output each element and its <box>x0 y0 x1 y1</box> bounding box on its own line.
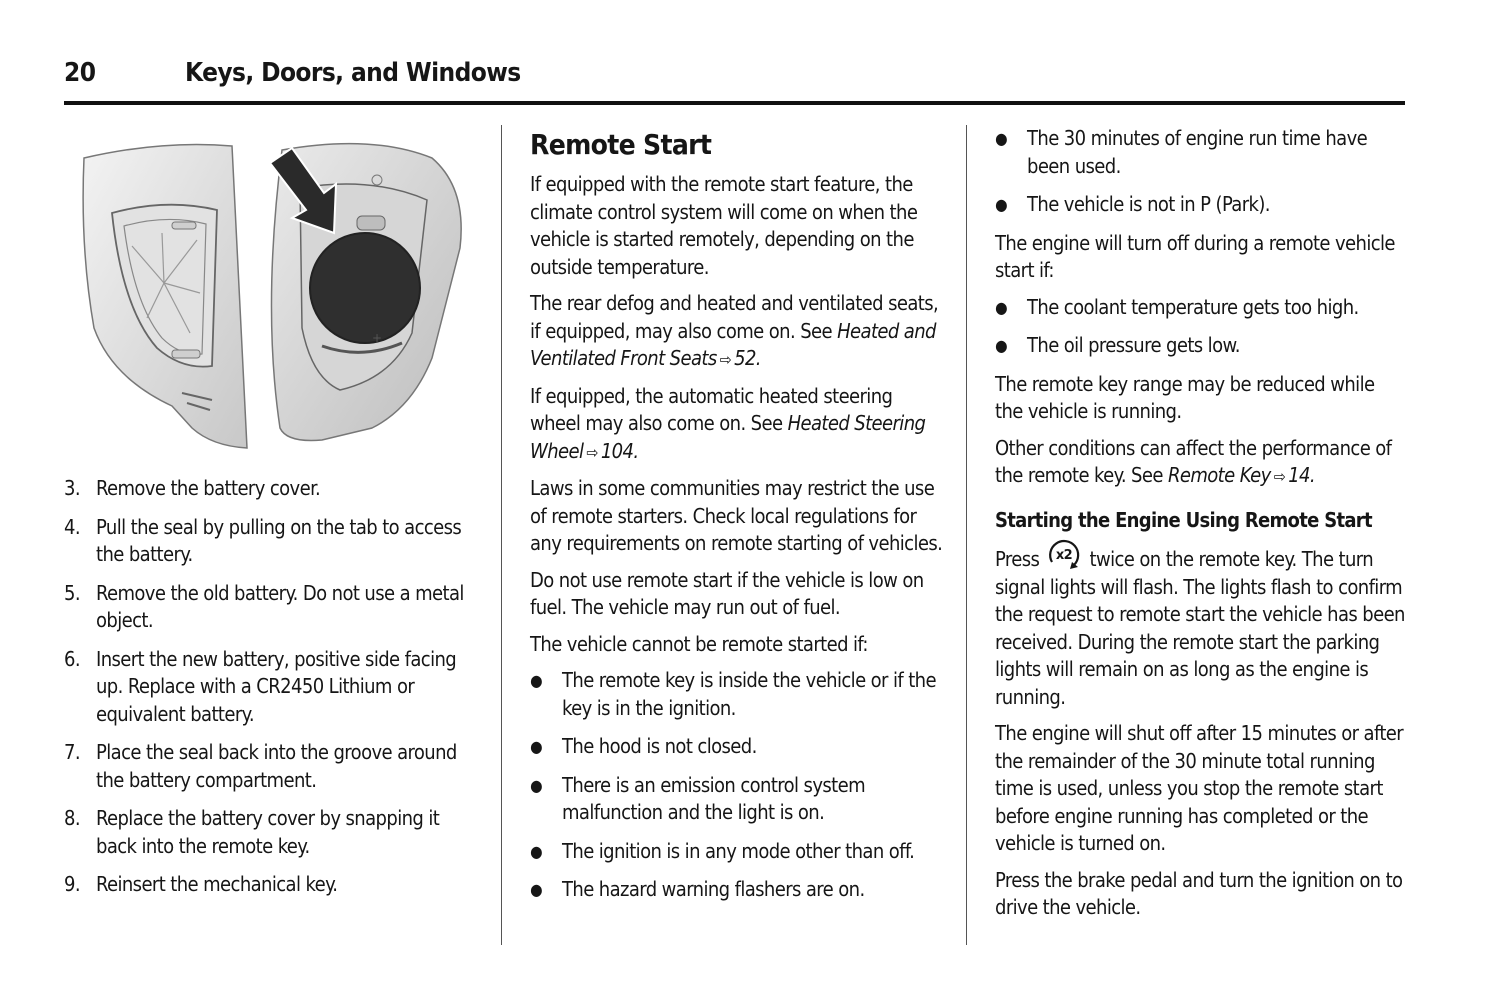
battery-steps-list <box>64 475 484 899</box>
list-item: ● The hood is not closed. <box>530 733 945 761</box>
header-rule <box>64 101 1405 105</box>
list-item: ● The ignition is in any mode other than off. <box>530 838 945 866</box>
more-conditions-list <box>995 125 1405 219</box>
paragraph: The vehicle cannot be remote started if: <box>530 631 868 656</box>
bullet-icon: ● <box>530 880 542 899</box>
step-number: 6. <box>64 646 80 671</box>
step-text: Place the seal back into the groove around the battery compartment. <box>96 740 457 792</box>
page-reference[interactable]: 52. <box>734 346 761 370</box>
list-item: ● The remote key is inside the vehicle or if the key is in the ignition. <box>530 667 945 722</box>
page-ref-arrow-icon: ⇨ <box>719 350 732 369</box>
paragraph: Do not use remote start if the vehicle is low on fuel. The vehicle may run out of fuel. <box>530 567 924 619</box>
paragraph: If equipped, the automatic heated steering wheel may also come on. See Heated Steering Wheel ⇨ 104. <box>530 383 945 467</box>
starting-engine-subheading: Starting the Engine Using Remote Start <box>995 507 1372 532</box>
step-number: 7. <box>64 740 80 764</box>
remote-start-heading: Remote Start <box>530 128 712 161</box>
step-text: Remove the old battery. Do not use a metal object. <box>96 580 464 632</box>
list-item <box>64 514 484 569</box>
list-item: ● The hazard warning flashers are on. <box>530 876 945 904</box>
cross-reference-link[interactable]: Heated and Ventilated Front Seats <box>530 318 936 370</box>
list-item: ● The vehicle is not in P (Park). <box>995 191 1405 219</box>
cross-reference-link[interactable]: Remote Key <box>1167 463 1271 487</box>
page-reference[interactable]: 14. <box>1288 463 1315 487</box>
svg-text:+: + <box>372 331 383 345</box>
bullet-icon: ● <box>530 671 542 690</box>
step-text: Insert the new battery, positive side facing up. Replace with a CR2450 Lithium or equivalent battery. <box>96 646 457 726</box>
list-item <box>64 580 484 635</box>
section-title: Keys, Doors, and Windows <box>185 58 521 88</box>
bullet-icon: ● <box>995 129 1007 148</box>
x2-icon-label: x2 <box>1056 548 1073 563</box>
paragraph: The remote key range may be reduced while the vehicle is running. <box>995 371 1375 423</box>
page-ref-arrow-icon: ⇨ <box>586 442 598 462</box>
step-text: Reinsert the mechanical key. <box>96 872 338 896</box>
list-item <box>64 871 484 899</box>
list-item <box>64 646 484 729</box>
step-number: 4. <box>64 514 80 539</box>
paragraph: If equipped with the remote start feature, the climate control system will come on when the vehicle is started remotely, depending on the outside temperature. <box>530 172 918 279</box>
column-divider-left <box>501 125 502 945</box>
step-number: 9. <box>64 872 80 896</box>
list-item <box>64 805 484 860</box>
list-item: ● There is an emission control system malfunction and the light is on. <box>530 772 945 827</box>
list-item: ● The oil pressure gets low. <box>995 332 1405 360</box>
step-number: 3. <box>64 476 80 500</box>
step-text: Pull the seal by pulling on the tab to access the battery. <box>96 514 462 566</box>
page-number: 20 <box>64 58 96 88</box>
list-item <box>64 475 484 503</box>
page-header <box>64 58 1404 94</box>
bullet-icon: ● <box>530 775 542 795</box>
paragraph: Press the brake pedal and turn the ignition on to drive the vehicle. <box>995 867 1403 919</box>
paragraph: The engine will shut off after 15 minutes or after the remainder of the 30 minute total running time is used, unless you stop the remote start before engine running has completed or the vehicle is turned on. <box>995 721 1404 855</box>
paragraph: Laws in some communities may restrict the use of remote starters. Check local regulations for any requirements on remote starting of vehicles. <box>530 476 943 555</box>
cannot-start-list <box>530 667 945 904</box>
page-reference[interactable]: 104. <box>600 438 639 463</box>
step-number: 5. <box>64 580 80 605</box>
paragraph: The engine will turn off during a remote vehicle start if: <box>995 230 1395 282</box>
column-divider-right <box>966 125 967 945</box>
step-text: Remove the battery cover. <box>96 476 321 500</box>
right-column <box>995 125 1405 931</box>
step-text: Replace the battery cover by snapping it back into the remote key. <box>96 806 440 858</box>
bullet-icon: ● <box>995 336 1007 355</box>
list-item: ● The 30 minutes of engine run time have been used. <box>995 125 1405 180</box>
step-number: 8. <box>64 806 80 830</box>
paragraph: Press x2 twice on the remote key. The turn signal lights will flash. The lights flash to confirm the request to remote start the vehicle has been received. During the remote start the parking lights will remain on as long as the engine is running. <box>995 538 1405 711</box>
paragraph: The rear defog and heated and ventilated seats, if equipped, may also come on. See Heated and Ventilated Front Seats ⇨ 52. <box>530 290 945 374</box>
bullet-icon: ● <box>995 195 1007 214</box>
remote-start-column <box>530 125 945 915</box>
paragraph: Other conditions can affect the performance of the remote key. See Remote Key ⇨ 14. <box>995 435 1405 491</box>
remote-start-x2-icon <box>1046 538 1082 572</box>
battery-replacement-illustration <box>72 128 472 458</box>
bullet-icon: ● <box>530 841 542 861</box>
page-ref-arrow-icon: ⇨ <box>1273 467 1286 486</box>
list-item <box>64 739 484 794</box>
cross-reference-link[interactable]: Heated Steering Wheel <box>530 411 926 463</box>
steps-column <box>64 475 484 910</box>
battery-cover-shape <box>83 145 247 449</box>
list-item: ● The coolant temperature gets too high. <box>995 294 1405 322</box>
bullet-icon: ● <box>530 737 542 756</box>
bullet-icon: ● <box>995 297 1007 317</box>
turn-off-list <box>995 294 1405 360</box>
